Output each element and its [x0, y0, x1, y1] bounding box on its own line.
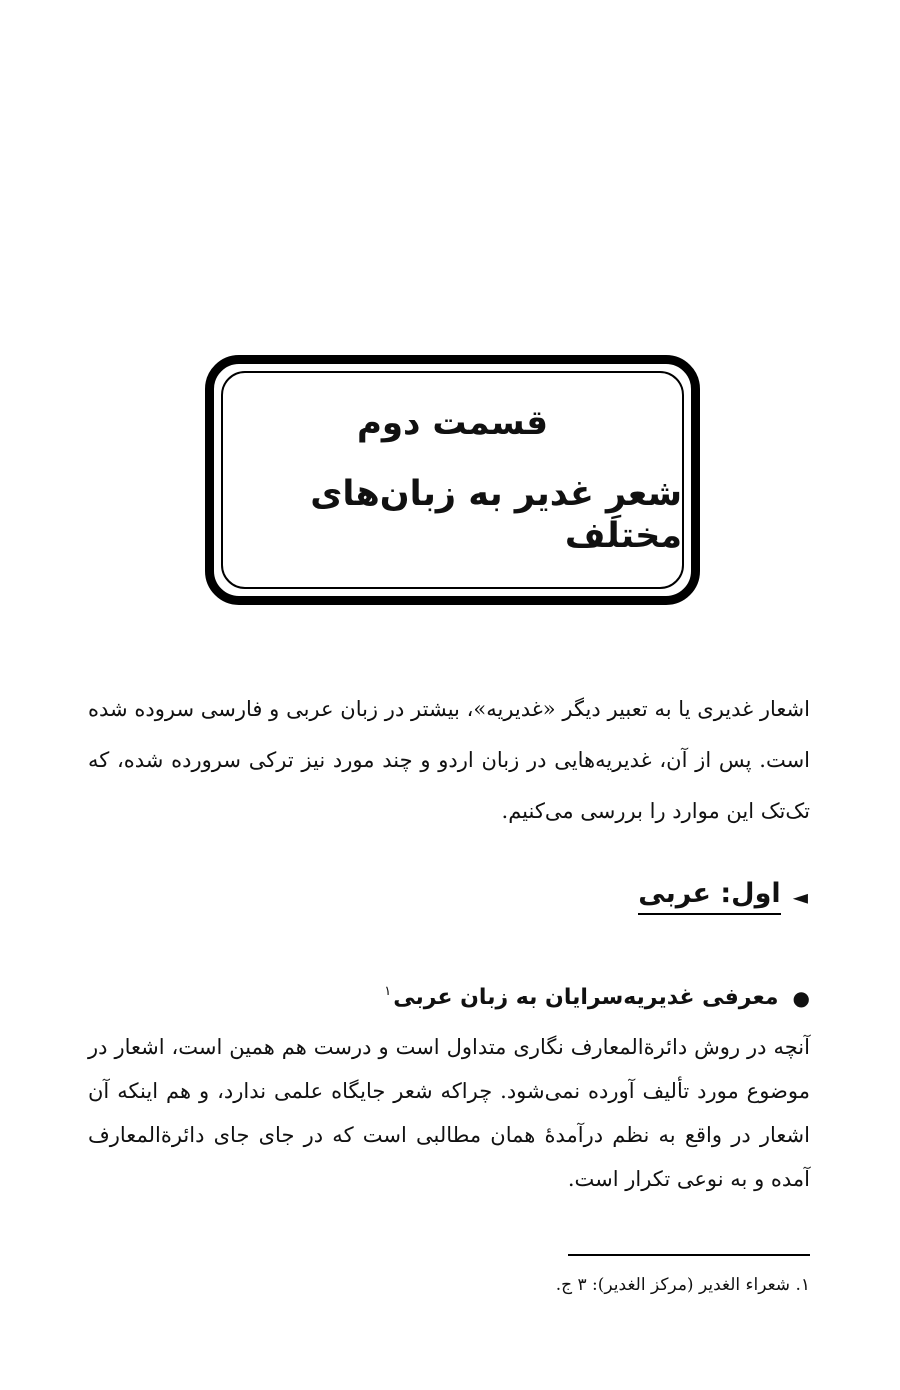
section-heading-label: اول: عربی: [638, 878, 780, 915]
footnote-text: ۱. شعراء الغدیر (مرکز الغدیر): ۳ ج.: [555, 1275, 810, 1295]
body-paragraph: آنچه در روش دائرةالمعارف نگاری متداول است و درست هم همین است، اشعار در موضوع مورد تألیف آورده نمی‌شود. چراکه شعر جایگاه علمی ندارد، و هم اینکه آن اشعار در واقع به نظم درآمدهٔ همان مطالبی است که در جای جای دائرةالمعارف آمده و به نوعی تکرار است.: [88, 1035, 810, 1191]
intro-paragraph: اشعار غدیری یا به تعبیر دیگر «غدیریه»، بیشتر در زبان عربی و فارسی سروده شده است. پس از آن، غدیریه‌هایی در زبان اردو و چند مورد نیز ترکی سرورده شده، که تک‌تک این موارد را بررسی می‌کنیم.: [88, 697, 810, 823]
part-title-frame: [205, 355, 700, 605]
part-title: قسمت دوم: [357, 402, 548, 443]
bullet-heading: [384, 985, 810, 1010]
part-title-inner-frame: [221, 371, 684, 589]
footnote-reference[interactable]: ۱: [384, 984, 392, 999]
arrow-left-icon: ◄: [792, 884, 808, 909]
footnote-divider: [568, 1254, 810, 1256]
bullet-heading-label: معرفی غدیریه‌سرایان به زبان عربی: [393, 985, 779, 1010]
section-heading: [638, 878, 808, 915]
bullet-dot-icon: ●: [792, 985, 810, 1010]
part-subtitle: شعرِ غدیر به زبان‌های مختلف: [310, 474, 682, 557]
